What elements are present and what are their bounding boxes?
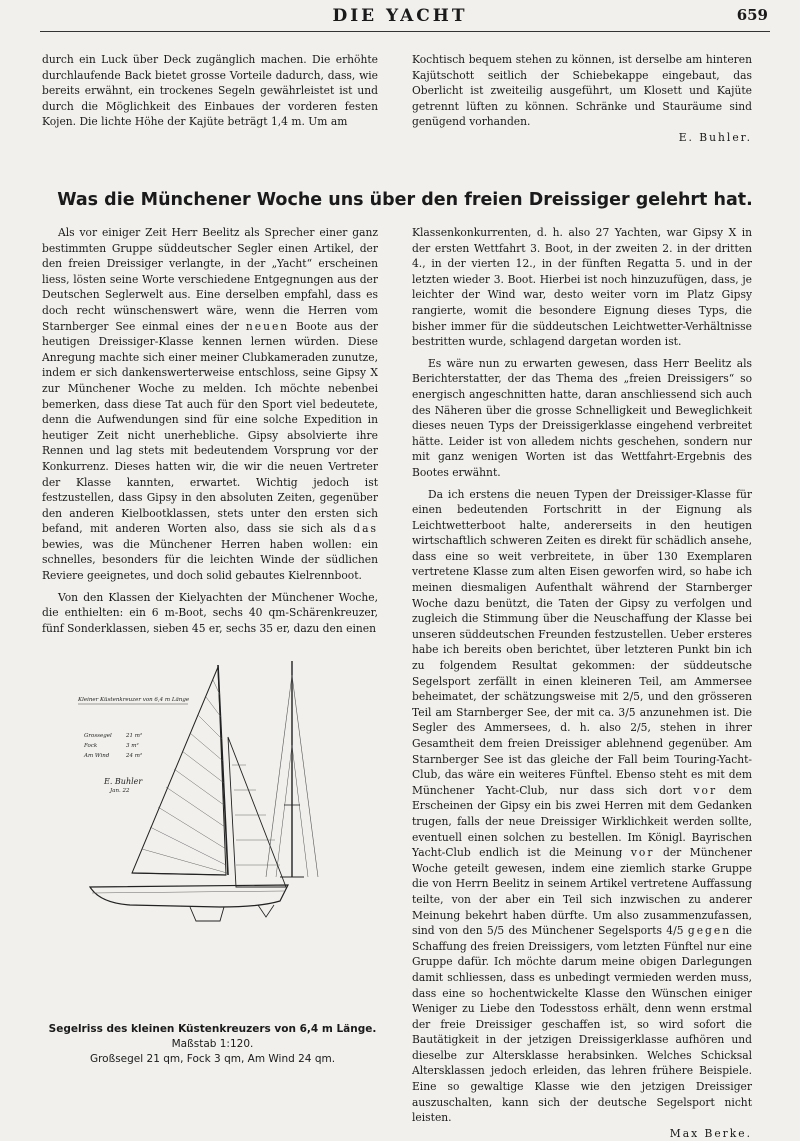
journal-title: DIE YACHT — [332, 6, 468, 26]
article-title: Was die Münchener Woche uns über den freien Dreissiger gelehrt hat. — [57, 190, 753, 210]
top-article-right-column — [412, 52, 752, 146]
sail-row-value: 24 m² — [126, 753, 143, 759]
plan-label: Kleiner Küstenkreuzer von 6,4 m Länge — [78, 697, 190, 703]
sail-row-name: Fock — [84, 743, 98, 749]
article-paragraph: Es wäre nun zu erwarten gewesen, dass Herr Beelitz als Berichterstatter, der das Thema des „freien Dreissigers“ so energisch angeschnitten hatte, daran anschliessend sich auch des Näheren über die grosse Schnelligkeit und Beweglichkeit dieses neuen Typs der Dreissigerklasse eingehend verbreitet hätte. Leider ist von alledem nichts geschehen, sondern nur mit ganz wenigen Worten ist das Wettfahrt-Ergebnis des Bootes erwähnt. — [412, 356, 752, 479]
article-paragraph: Klassenkonkurrenten, d. h. also 27 Yachten, war Gipsy X in der ersten Wettfahrt 3. Boot, in der zweiten 2. in der dritten 4., in der vierten 12., in der fünften Regatta 5. und in der letzten wieder 3. Boot. Hierbei ist noch hinzuzufügen, dass, je leichter der Wind war, desto weiter vorn im Platz Gipsy rangierte, womit die besondere Eignung dieses Typs, die bisher immer für die süddeutschen Leichtwetter-Verhältnisse bestritten wurde, schlagend dargetan worden ist. — [412, 226, 752, 349]
caption-sail-areas: Großsegel 21 qm, Fock 3 qm, Am Wind 24 qm. — [89, 1053, 336, 1065]
sail-plan-drawing — [70, 655, 370, 965]
article-right-column — [412, 225, 752, 1141]
article-paragraph: Da ich erstens die neuen Typen der Dreissiger-Klasse für einen bedeutenden Fortschritt in der Eignung als Leichtwetterboot halte, andererseits in den heutigen wirtschaftlich schweren Zeiten es direkt für schädlich ansehe, dass eine so weit verbreitete, in über 130 Exemplaren vertretene Klasse zum alten Eisen geworfen wird, so habe ich meinen diesmaligen Aufenthalt während der Starnberger Woche dazu benützt, die Taten der Gipsy zu verfolgen und zugleich die Stimmung über die Neuschaffung der Klasse bei unseren süddeutschen Freunden festzustellen. Ueber ersteres habe ich bereits oben berichtet, über letzteren Punkt bin ich zu folgendem Resultat gekommen: der süddeutsche Segelsport zerfällt in einen kleineren Teil, am Ammersee beheimatet, der schätzungsweise mit 2/5, und den grösseren Teil am Starnberger See, der mit ca. 3/5 anzunehmen ist. Die Segler des Ammersees, d. h. also 2/5, stehen in ihrer Gesamtheit dem freien Dreissiger ablehnend gegenüber. Am Starnberger See ist das gleiche der Fall beim Touring-Yacht-Club, das wäre ein weiteres Fünftel. Ebenso steht es mit dem Münchener Yacht-Club, nur dass sich dort vor dem Erscheinen der Gipsy ein bis zwei Herren mit dem Gedanken trugen, falls der neue Dreissiger Wirklichkeit werden sollte, eventuell einen solchen zu bestellen. Im Königl. Bayrischen Yacht-Club endlich ist die Meinung vor der Münchener Woche geteilt gewesen, indem eine ziemlich starke Gruppe die von Herrn Beelitz in seinem Artikel vertretene Auffassung teilte, von der aber ein Teil sich inzwischen zu anderer Meinung bekehrt haben dürfte. Um also zusammenzufassen, sind von den 5/5 des Münchener Segelsports 4/5 gegen die Schaffung des freien Dreissigers, vom letzten Fünftel nur eine Gruppe dafür. Ich möchte darum meine obigen Darlegungen damit schliessen, dass es unbedingt vermieden werden muss, dass eine so hochentwickelte Klasse den Wünschen einiger Weniger zu Liebe den Todesstoss erhält, denn wenn erstmal der freie Dreissiger geschaffen ist, so wird sofort die Bautätigkeit in der jetzigen Dreissigerklasse aufhören und dieselbe zur Altersklasse herabsinken. Welches Schicksal Altersklassen jedoch erleiden, das lehren frühere Beispiele. Eine so gewaltige Klasse wie den jetzigen Dreissiger auszuschalten, kann sich der deutsche Segelsport nicht leisten. — [412, 487, 753, 1125]
sail-row-name: Grossegel — [84, 733, 112, 739]
top-article-left-column — [42, 52, 378, 130]
sail-row-value: 3 m² — [126, 743, 139, 749]
caption-scale: Maßstab 1:120. — [171, 1038, 254, 1050]
article-author: Max Berke. — [669, 1126, 752, 1140]
article-paragraph: Von den Klassen der Kielyachten der Münchener Woche, die enthielten: ein 6 m-Boot, sechs 40 qm-Schärenkreuzer, fünf Sonderklassen, sieben 45 er, sechs 35 er, dazu den einen — [42, 590, 378, 635]
sail-row-value: 21 m² — [126, 733, 143, 739]
top-article-author: E. Buhler. — [678, 130, 752, 144]
article-paragraph: Als vor einiger Zeit Herr Beelitz als Sprecher einer ganz bestimmten Gruppe süddeutscher Segler einen Artikel, der den freien Dreissiger verlangte, in der „Yacht“ erscheinen liess, lösten seine Worte verschiedene Entgegnungen aus der Deutschen Seglerwelt aus. Eine derselben empfahl, dass es doch recht wünschenswert wäre, wenn die Herren vom Starnberger See einmal eines der neuen Boote aus der heutigen Dreissiger-Klasse kennen lernen würden. Diese Anregung machte sich einer meiner Clubkameraden zunutze, indem er sich dankenswerterweise entschloss, seine Gipsy X zur Münchener Woche zu melden. Ich möchte nebenbei bemerken, dass diese Tat auch für den Sport viel bedeutete, denn die Aufwendungen sind für eine solche Expedition in heutiger Zeit nicht unerhebliche. Gipsy absolvierte ihre Rennen und lag stets mit bedeutendem Vorsprung vor der Konkurrenz. Dieses hatten wir, die wir die neuen Vertreter der Klasse kannten, erwartet. Wichtig jedoch ist festzustellen, dass Gipsy in den absoluten Zeiten, gegenüber den anderen Kielbootklassen, stets unter den ersten sich befand, mit anderen Worten also, dass sie sich als das bewies, was die Münchener Herren haben wollen: ein schnelles, besonders für die leichten Winde der südlichen Reviere geeignetes, und doch solid gebautes Kielrennboot. — [42, 226, 379, 583]
top-article-left-text: durch ein Luck über Deck zugänglich machen. Die erhöhte durchlaufende Back bietet grosse Vorteile dadurch, dass, wie bereits erwähnt, ein trockenes Segeln gewährleistet ist und durch die Möglichkeit des Einbaues der vorderen festen Kojen. Die lichte Höhe der Kajüte beträgt 1,4 m. Um am — [42, 53, 378, 129]
header-rule — [40, 31, 770, 32]
signature-date: Jan. 22 — [110, 788, 130, 794]
caption-title: Segelriss des kleinen Küstenkreuzers von 6,4 m Länge. — [48, 1023, 377, 1035]
figure-caption — [40, 1022, 385, 1067]
sail-row-name: Am Wind — [84, 753, 110, 759]
sail-plan-figure — [70, 655, 370, 965]
article-left-column — [42, 225, 378, 636]
top-article-right-text: Kochtisch bequem stehen zu können, ist derselbe am hinteren Kajütschott seitlich der Schiebekappe eingebaut, das Oberlicht ist zweiteilig ausgeführt, um Klosett und Kajüte getrennt lüften zu können. Schränke und Stauräume sind genügend vorhanden. — [412, 53, 752, 129]
page-number: 659 — [736, 6, 768, 24]
designer-signature: E. Buhler — [104, 777, 143, 786]
